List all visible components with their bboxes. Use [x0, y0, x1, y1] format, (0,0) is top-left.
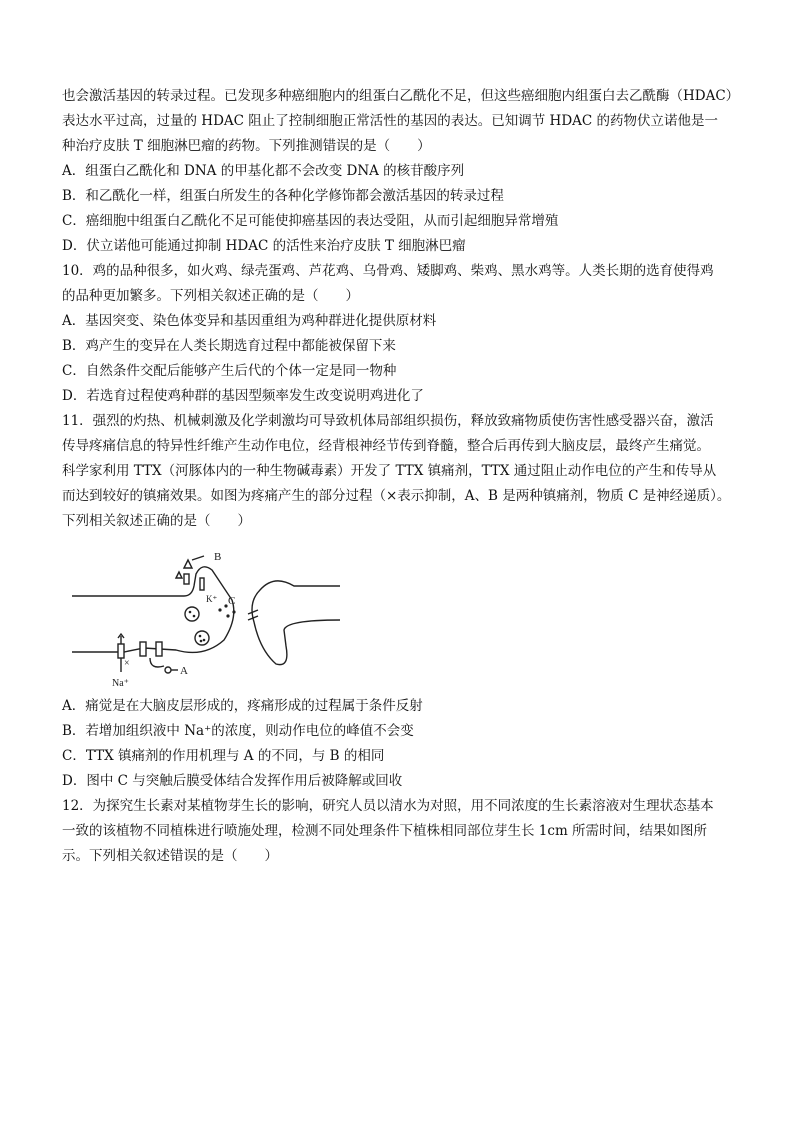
q12-stem-line: 一致的该植物不同植株进行喷施处理，检测不同处理条件下植株相同部位芽生长 1cm 所需时间，结果如图所: [62, 823, 708, 839]
label-k: K⁺: [206, 594, 218, 604]
question-9: [62, 84, 742, 259]
q9-stem-line: 表达水平过高，过量的 HDAC 阻止了控制细胞正常活性的基因的表达。已知调节 HDAC 的药物伏立诺他是一: [62, 113, 719, 129]
presynaptic-membrane: [72, 567, 234, 653]
q9-stem-line: 种治疗皮肤 T 细胞淋巴瘤的药物。下列推测错误的是（ ）: [62, 138, 431, 154]
sodium-channel: [118, 644, 124, 658]
q11-option-b: B．若增加组织液中 Na⁺的浓度，则动作电位的峰值不会变: [62, 723, 414, 739]
q9-option-c: C．癌细胞中组蛋白乙酰化不足可能使抑癌基因的表达受阻，从而引起细胞异常增殖: [62, 213, 559, 229]
label-b: B: [214, 551, 222, 563]
potassium-channel: [200, 578, 204, 590]
question-10: [62, 259, 742, 409]
drug-b-triangle: [184, 560, 192, 568]
exam-page: [62, 84, 742, 869]
sodium-channel: [156, 642, 162, 656]
q11-option-a: A．痛觉是在大脑皮层形成的，疼痛形成的过程属于条件反射: [62, 698, 423, 714]
q9-option-b: B．和乙酰化一样，组蛋白所发生的各种化学修饰都会激活基因的转录过程: [62, 188, 504, 204]
calcium-channel: [184, 574, 189, 584]
synapse-diagram: [64, 540, 344, 690]
label-c: C: [228, 595, 236, 607]
drug-b-triangle: [176, 572, 182, 578]
neurotransmitter-dot: [218, 608, 221, 611]
vesicle: [185, 607, 199, 621]
postsynaptic-membrane: [252, 581, 340, 665]
drug-a-arrow: [150, 658, 164, 667]
q10-option-b: B．鸡产生的变异在人类长期选育过程中都能被保留下来: [62, 338, 396, 354]
drug-a: [165, 667, 171, 673]
q10-option-d: D．若选育过程使鸡种群的基因型频率发生改变说明鸡进化了: [62, 388, 424, 404]
q9-option-a: A．组蛋白乙酰化和 DNA 的甲基化都不会改变 DNA 的核苷酸序列: [62, 163, 465, 179]
q11-stem-line: 传导疼痛信息的特异性纤维产生动作电位，经背根神经节传到脊髓，整合后再传到大脑皮层，最终产生痛觉。: [62, 438, 710, 454]
question-12: [62, 794, 742, 869]
q10-option-a: A．基因突变、染色体变异和基因重组为鸡种群进化提供原材料: [62, 313, 437, 329]
sodium-channel: [140, 642, 146, 656]
q11-stem-line: 而达到较好的镇痛效果。如图为疼痛产生的部分过程（×表示抑制，A、B 是两种镇痛剂，物质 C 是神经递质）。: [62, 488, 731, 504]
q11-stem-line: 科学家利用 TTX（河豚体内的一种生物碱毒素）开发了 TTX 镇痛剂，TTX 通过阻止动作电位的产生和传导从: [62, 463, 717, 479]
q11-option-d: D．图中 C 与突触后膜受体结合发挥作用后被降解或回收: [62, 773, 403, 789]
q10-option-c: C．自然条件交配后能够产生后代的个体一定是同一物种: [62, 363, 397, 379]
label-na: Na⁺: [112, 678, 129, 689]
q12-stem-line: 示。下列相关叙述错误的是（ ）: [62, 848, 278, 864]
q12-stem-line: 12．为探究生长素对某植物芽生长的影响，研究人员以清水为对照，用不同浓度的生长素溶液对生理状态基本: [62, 798, 714, 814]
q9-option-d: D．伏立诺他可能通过抑制 HDAC 的活性来治疗皮肤 T 细胞淋巴瘤: [62, 238, 466, 254]
q11-stem-line: 11．强烈的灼热、机械刺激及化学刺激均可导致机体局部组织损伤，释放致痛物质使伤害性感受器兴奋，激活: [62, 413, 714, 429]
q11-option-c: C．TTX 镇痛剂的作用机理与 A 的不同，与 B 的相同: [62, 748, 385, 764]
q10-stem-line: 10．鸡的品种很多，如火鸡、绿壳蛋鸡、芦花鸡、乌骨鸡、矮脚鸡、柴鸡、黑水鸡等。人类长期的选育使得鸡: [62, 263, 714, 279]
inhibition-mark: ×: [124, 658, 130, 669]
q10-stem-line: 的品种更加繁多。下列相关叙述正确的是（ ）: [62, 288, 359, 304]
q11-stem-line: 下列相关叙述正确的是（ ）: [62, 513, 251, 529]
label-a: A: [180, 665, 188, 677]
question-11: [62, 409, 742, 794]
q9-stem-line: 也会激活基因的转录过程。已发现多种癌细胞内的组蛋白乙酰化不足，但这些癌细胞内组蛋白去乙酰酶（HDAC）: [62, 88, 740, 104]
vesicle: [195, 631, 209, 645]
